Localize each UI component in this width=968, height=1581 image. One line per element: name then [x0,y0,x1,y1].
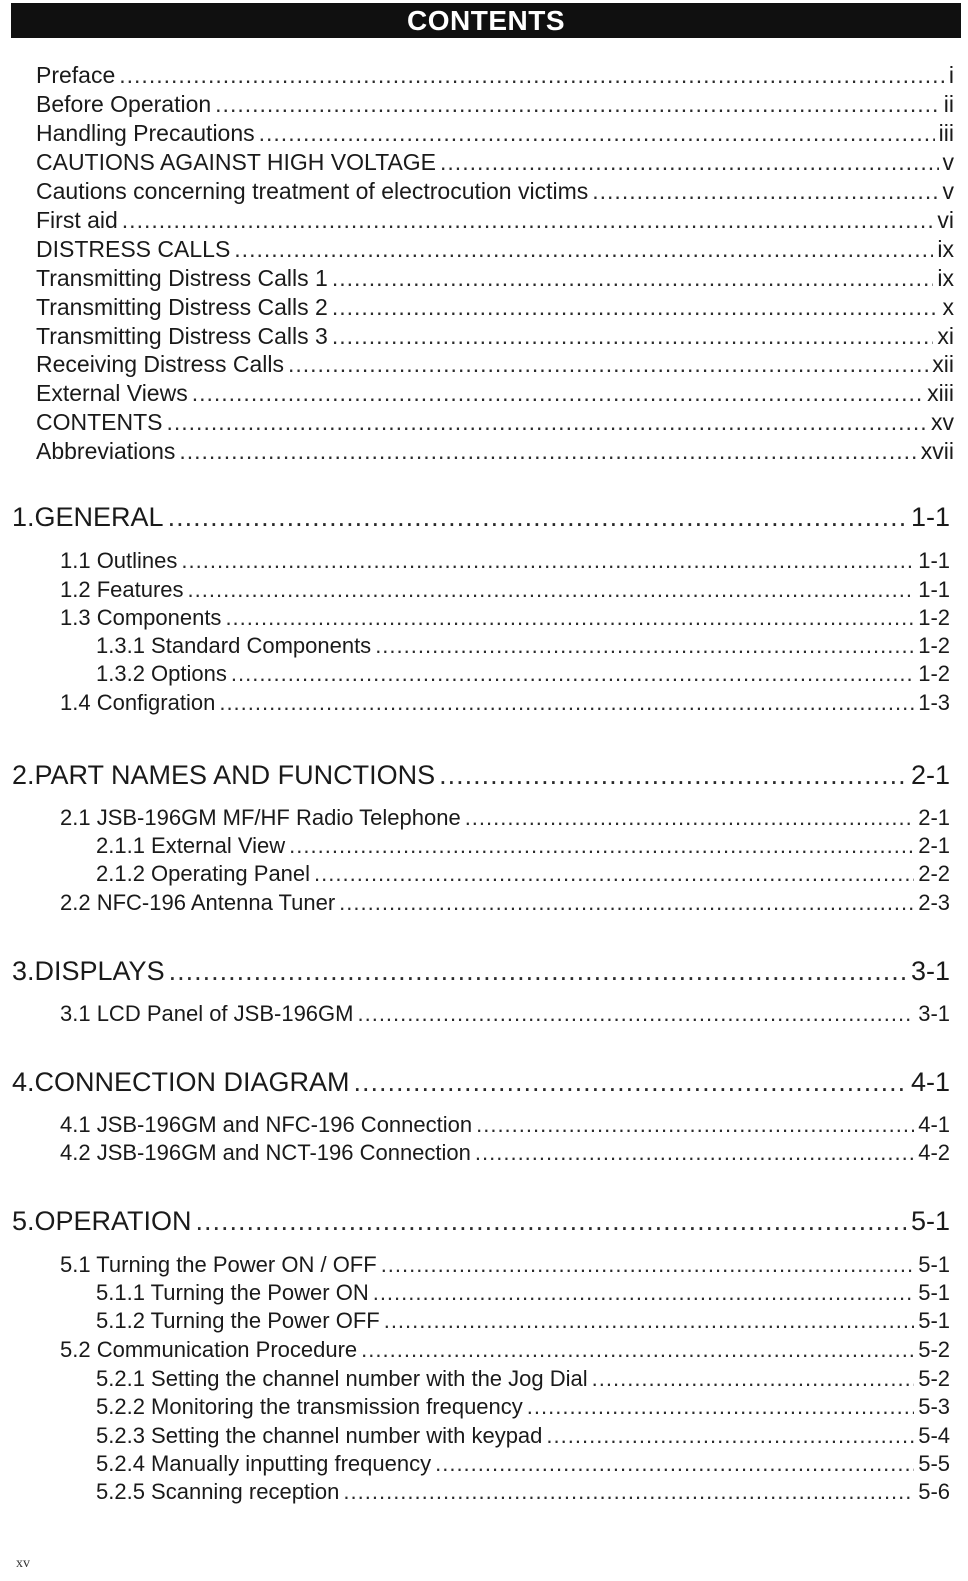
chapter-title: 1.GENERAL [12,502,164,532]
leader-dots [188,577,915,603]
leader-dots [343,1479,914,1505]
toc-entry-page: v [942,178,954,204]
section-label: 1.1 Outlines [60,548,178,573]
page-title-banner [11,3,961,38]
toc-entry[interactable] [36,62,954,91]
toc-subsection[interactable] [96,1366,950,1394]
chapter-page: 3-1 [910,956,950,986]
section-label: 1.4 Configration [60,690,216,715]
subsection-page: 5-1 [918,1308,950,1333]
toc-entry[interactable] [36,120,954,149]
toc-entry-label: Transmitting Distress Calls 1 [36,265,328,291]
toc-entry-label: Transmitting Distress Calls 3 [36,323,328,349]
toc-entry-label: Receiving Distress Calls [36,351,284,377]
leader-dots [314,861,914,887]
toc-subsection[interactable] [96,833,950,861]
toc-entry-page: ix [937,236,954,262]
toc-subsection[interactable] [96,1451,950,1479]
subsection-page: 5-6 [918,1479,950,1504]
section-label: 4.2 JSB-196GM and NCT-196 Connection [60,1140,471,1165]
toc-subsection[interactable] [96,1423,950,1451]
subsection-page: 2-2 [918,861,950,886]
leader-dots [289,833,914,859]
section-label: 3.1 LCD Panel of JSB-196GM [60,1001,354,1026]
toc-subsection[interactable] [96,1394,950,1422]
chapter-page: 2-1 [910,760,950,790]
leader-dots [439,760,906,791]
section-page: 5-2 [918,1337,950,1362]
subsection-page: 5-2 [918,1366,950,1391]
toc-entry-label: CAUTIONS AGAINST HIGH VOLTAGE [36,149,437,175]
toc-entry[interactable] [36,351,954,380]
leader-dots [465,805,915,831]
toc-section[interactable] [60,548,950,576]
chapter-page: 1-1 [910,502,950,532]
subsection-page: 2-1 [918,833,950,858]
leader-dots [215,91,940,118]
leader-dots [357,1001,914,1027]
section-page: 3-1 [918,1001,950,1026]
chapter-page: 5-1 [910,1206,950,1236]
toc-entry[interactable] [36,409,954,438]
section-label: 2.2 NFC-196 Antenna Tuner [60,890,336,915]
section-label: 5.1 Turning the Power ON / OFF [60,1252,377,1277]
subsection-label: 1.3.1 Standard Components [96,633,372,658]
toc-section[interactable] [60,577,950,605]
chapter-page: 4-1 [910,1067,950,1097]
section-label: 1.2 Features [60,577,184,602]
toc-section[interactable] [60,1337,950,1365]
section-page: 1-1 [918,548,950,573]
subsection-label: 5.2.5 Scanning reception [96,1479,340,1504]
toc-entry-page: xi [937,323,954,349]
leader-dots [476,1112,914,1138]
toc-entry[interactable] [36,294,954,323]
toc-chapter-3[interactable] [12,956,950,990]
section-page: 4-2 [918,1140,950,1165]
subsection-label: 5.2.3 Setting the channel number with keypad [96,1423,543,1448]
toc-entry-page: xiii [927,380,954,406]
toc-entry-label: Abbreviations [36,438,176,464]
leader-dots [354,1067,906,1098]
section-page: 4-1 [918,1112,950,1137]
toc-entry[interactable] [36,91,954,120]
leader-dots [546,1423,914,1449]
toc-entry-page: ii [943,91,954,117]
leader-dots [475,1140,914,1166]
toc-section[interactable] [60,690,950,718]
toc-entry-page: xii [932,351,954,377]
leader-dots [288,351,928,378]
toc-chapter-4[interactable] [12,1067,950,1101]
chapter-title: 3.DISPLAYS [12,956,165,986]
leader-dots [332,323,934,350]
section-page: 1-1 [918,577,950,602]
toc-section[interactable] [60,1252,950,1280]
toc-entry-page: vi [937,207,954,233]
leader-dots [192,380,923,407]
section-page: 5-1 [918,1252,950,1277]
toc-chapter-2[interactable] [12,760,950,794]
subsection-page: 5-4 [918,1423,950,1448]
leader-dots [592,178,938,205]
toc-entry-label: Preface [36,62,116,88]
subsection-page: 5-1 [918,1280,950,1305]
section-page: 1-2 [918,605,950,630]
section-label: 5.2 Communication Procedure [60,1337,358,1362]
leader-dots [122,207,934,234]
toc-entry[interactable] [36,178,954,207]
chapter-title: 5.OPERATION [12,1206,192,1236]
toc-subsection[interactable] [96,1308,950,1336]
leader-dots [169,956,906,987]
leader-dots [592,1366,915,1392]
leader-dots [435,1451,914,1477]
subsection-page: 5-5 [918,1451,950,1476]
leader-dots [375,633,914,659]
leader-dots [373,1280,915,1306]
leader-dots [179,438,916,465]
toc-entry-label: DISTRESS CALLS [36,236,231,262]
toc-entry-label: CONTENTS [36,409,163,435]
leader-dots [119,62,945,89]
toc-entry-label: Cautions concerning treatment of electrocution victims [36,178,589,204]
toc-entry-page: i [948,62,954,88]
leader-dots [339,890,914,916]
leader-dots [225,605,914,631]
toc-subsection[interactable] [96,661,950,689]
leader-dots [219,690,914,716]
toc-section[interactable] [60,605,950,633]
leader-dots [361,1337,914,1363]
toc-section[interactable] [60,1001,950,1029]
page-title: CONTENTS [407,4,565,36]
leader-dots [527,1394,914,1420]
chapter-title: 4.CONNECTION DIAGRAM [12,1067,350,1097]
toc-entry[interactable] [36,207,954,236]
toc-entry[interactable] [36,236,954,265]
section-label: 1.3 Components [60,605,222,630]
page-number: xv [16,1556,30,1571]
subsection-label: 5.1.2 Turning the Power OFF [96,1308,380,1333]
toc-subsection[interactable] [96,861,950,889]
section-page: 1-3 [918,690,950,715]
leader-dots [234,236,933,263]
toc-entry[interactable] [36,380,954,409]
section-page: 2-3 [918,890,950,915]
leader-dots [167,409,928,436]
toc-entry-label: Transmitting Distress Calls 2 [36,294,328,320]
leader-dots [259,120,935,147]
toc-section[interactable] [60,1112,950,1140]
toc-section[interactable] [60,890,950,918]
subsection-page: 5-3 [918,1394,950,1419]
toc-subsection[interactable] [96,1280,950,1308]
toc-entry-label: Handling Precautions [36,120,255,146]
toc-entry[interactable] [36,438,954,467]
section-label: 4.1 JSB-196GM and NFC-196 Connection [60,1112,473,1137]
toc-entry-page: x [942,294,954,320]
toc-entry[interactable] [36,149,954,178]
toc-entry-page: ix [937,265,954,291]
toc-entry-label: Before Operation [36,91,212,117]
leader-dots [440,149,938,176]
subsection-page: 1-2 [918,633,950,658]
toc-entry-label: External Views [36,380,188,406]
subsection-label: 5.2.2 Monitoring the transmission frequency [96,1394,523,1419]
leader-dots [381,1252,915,1278]
toc-entry-page: iii [938,120,954,146]
leader-dots [181,548,914,574]
subsection-label: 1.3.2 Options [96,661,227,686]
leader-dots [332,294,939,321]
section-label: 2.1 JSB-196GM MF/HF Radio Telephone [60,805,461,830]
subsection-label: 5.2.1 Setting the channel number with the Jog Dial [96,1366,588,1391]
toc-entry-page: xv [931,409,954,435]
toc-subsection[interactable] [96,633,950,661]
subsection-page: 1-2 [918,661,950,686]
subsection-label: 5.1.1 Turning the Power ON [96,1280,369,1305]
leader-dots [384,1308,915,1334]
toc-entry-page: xvii [920,438,954,464]
toc-entry-page: v [942,149,954,175]
toc-section[interactable] [60,1140,950,1168]
subsection-label: 2.1.1 External View [96,833,286,858]
toc-entry-label: First aid [36,207,118,233]
section-page: 2-1 [918,805,950,830]
chapter-title: 2.PART NAMES AND FUNCTIONS [12,760,436,790]
toc-entry[interactable] [36,265,954,294]
toc-section[interactable] [60,805,950,833]
toc-chapter-5[interactable] [12,1206,950,1240]
leader-dots [168,502,906,533]
leader-dots [196,1206,906,1237]
toc-subsection[interactable] [96,1479,950,1507]
toc-entry[interactable] [36,323,954,352]
subsection-label: 5.2.4 Manually inputting frequency [96,1451,432,1476]
toc-chapter-1[interactable] [12,502,950,536]
leader-dots [231,661,914,687]
subsection-label: 2.1.2 Operating Panel [96,861,311,886]
leader-dots [332,265,934,292]
